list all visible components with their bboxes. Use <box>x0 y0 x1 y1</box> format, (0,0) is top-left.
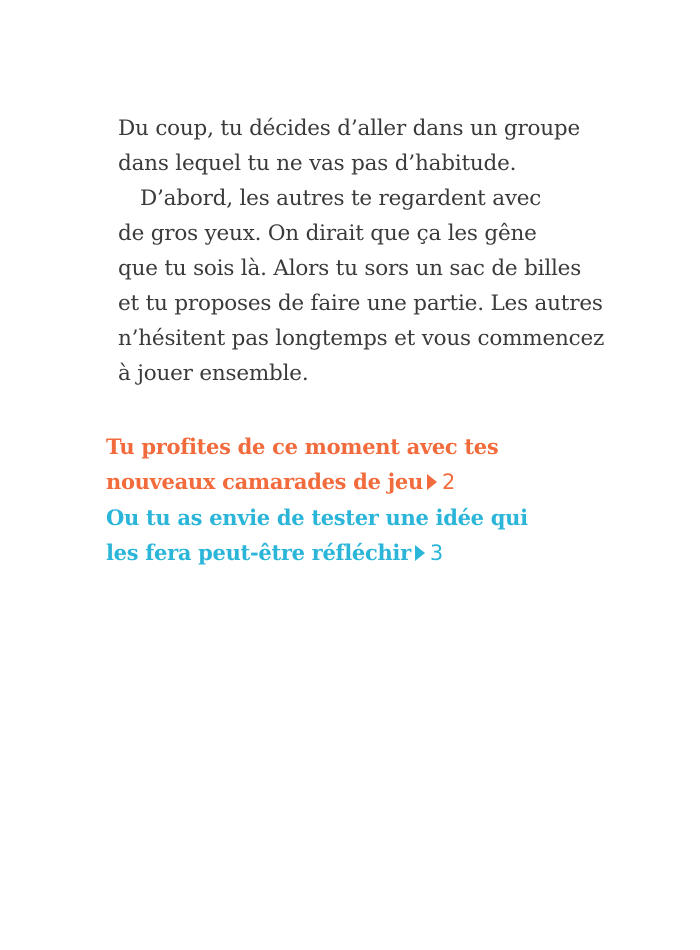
arrow-right-icon <box>427 474 437 490</box>
text-line: et tu proposes de faire une partie. Les autres <box>118 291 603 316</box>
story-paragraph <box>118 111 678 391</box>
choice-text-line: Tu profites de ce moment avec tes <box>106 434 499 459</box>
choice-go-to-3[interactable] <box>106 500 666 571</box>
choice-target-number: 3 <box>429 541 443 565</box>
text-line: n’hésitent pas longtemps et vous commencez <box>118 326 605 351</box>
text-line: Du coup, tu décides d’aller dans un groupe <box>118 116 581 141</box>
text-line: que tu sois là. Alors tu sors un sac de billes <box>118 256 582 281</box>
text-line: à jouer ensemble. <box>118 361 309 386</box>
choice-go-to-2[interactable] <box>106 429 666 500</box>
choice-text-line <box>106 535 666 571</box>
choice-text: les fera peut-être réfléchir <box>106 540 411 565</box>
choice-text-line: Ou tu as envie de tester une idée qui <box>106 505 528 530</box>
text-line: dans lequel tu ne vas pas d’habitude. <box>118 151 517 176</box>
choice-text-line <box>106 464 666 500</box>
choice-target-number: 2 <box>441 470 456 494</box>
choice-text: nouveaux camarades de jeu <box>106 469 423 494</box>
text-line: D’abord, les autres te regardent avec <box>140 186 542 211</box>
arrow-right-icon <box>415 545 425 561</box>
choice-list <box>106 429 666 571</box>
text-line: de gros yeux. On dirait que ça les gêne <box>118 221 537 246</box>
